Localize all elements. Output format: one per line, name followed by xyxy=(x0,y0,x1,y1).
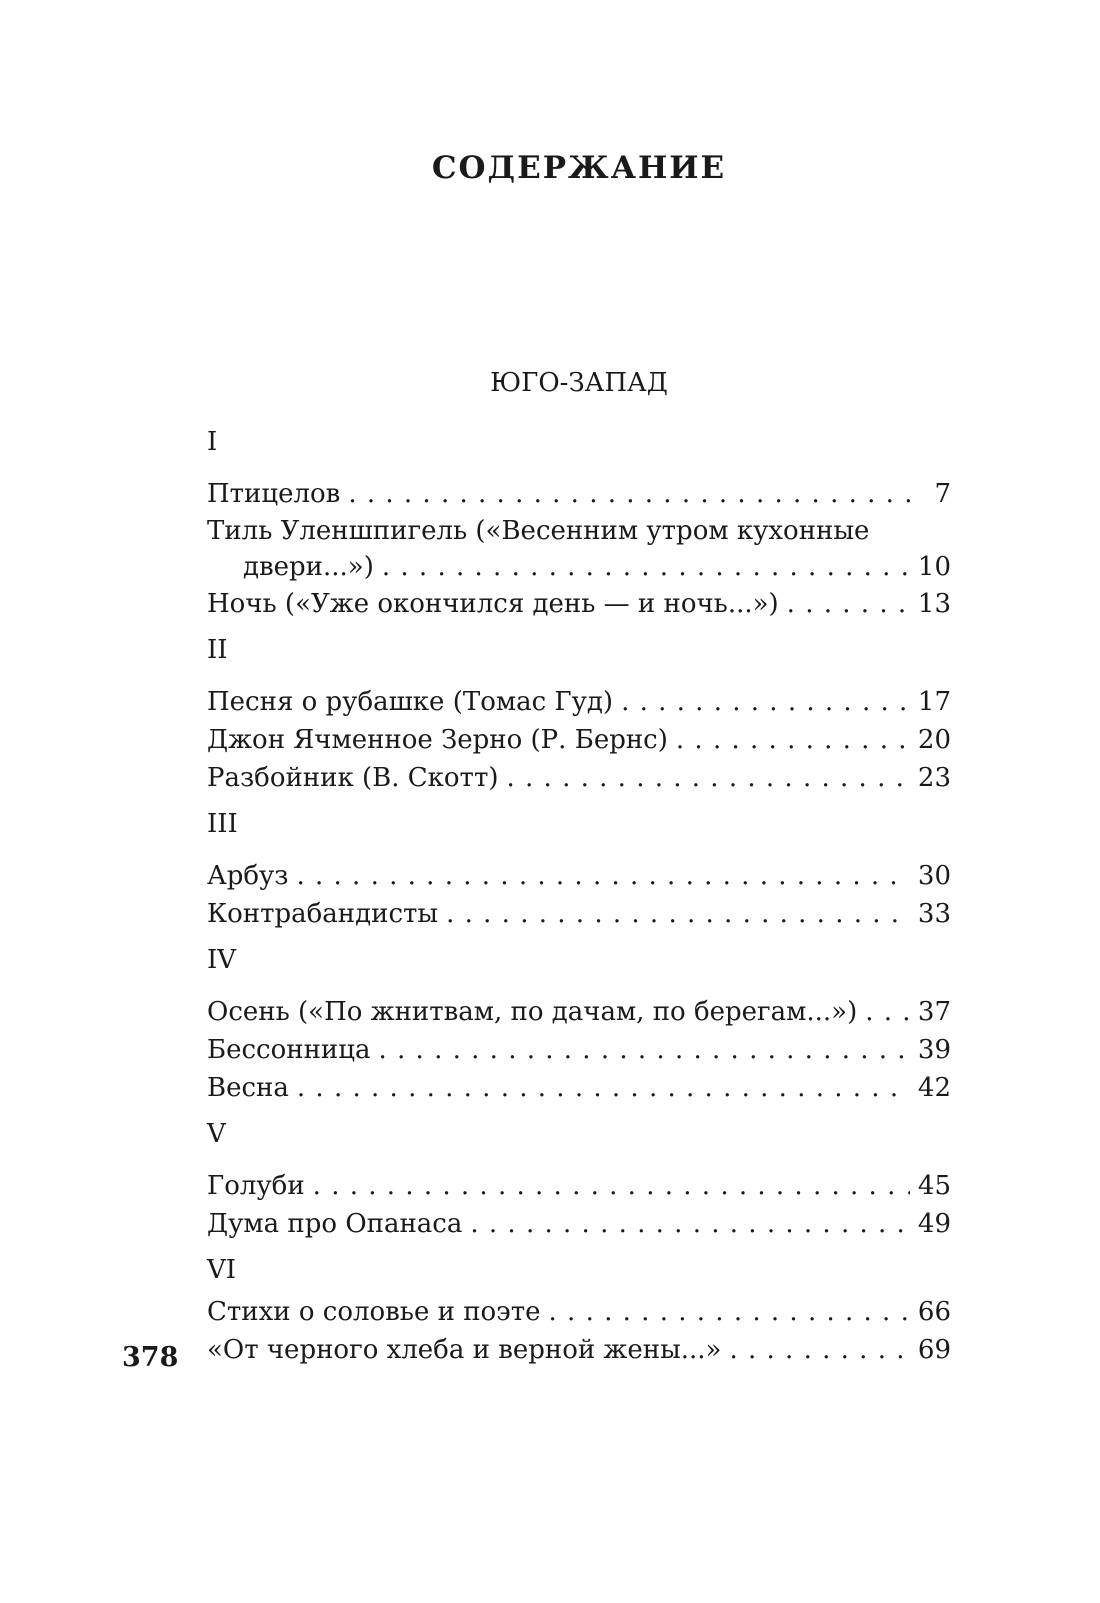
page-number: 66 xyxy=(917,1297,951,1327)
entry-title: Бессонница xyxy=(207,1035,371,1065)
dot-leader xyxy=(729,1331,909,1369)
part-label: I xyxy=(207,427,218,457)
toc-entry[interactable] xyxy=(207,759,951,797)
toc-entry[interactable] xyxy=(207,895,951,933)
dot-leader xyxy=(297,1069,910,1107)
entry-title: Дума про Опанаса xyxy=(207,1209,463,1239)
entry-title: Контрабандисты xyxy=(207,899,439,929)
toc-entry[interactable] xyxy=(207,683,951,721)
section-heading: ЮГО-ЗАПАД xyxy=(490,368,668,398)
dot-leader xyxy=(787,585,910,623)
toc-entry[interactable] xyxy=(207,475,951,513)
page-number: 30 xyxy=(917,861,951,891)
page-number: 69 xyxy=(917,1335,951,1365)
dot-leader xyxy=(676,721,910,759)
entry-title: «От черного хлеба и верной жены...» xyxy=(207,1335,722,1365)
part-label: III xyxy=(207,809,238,839)
dot-leader xyxy=(348,475,913,513)
entry-title: Осень («По жнитвам, по дачам, по берегам...») xyxy=(207,997,858,1027)
toc-entry[interactable] xyxy=(207,857,951,895)
part-label: V xyxy=(207,1119,226,1149)
page-number: 37 xyxy=(917,997,951,1027)
page-number: 7 xyxy=(934,479,951,509)
dot-leader xyxy=(865,993,910,1031)
entry-title: Голуби xyxy=(207,1171,305,1201)
dot-leader xyxy=(621,683,910,721)
toc-entry[interactable] xyxy=(207,1205,951,1243)
page-number: 23 xyxy=(917,763,951,793)
toc-entry[interactable] xyxy=(207,1331,951,1369)
page-number: 45 xyxy=(917,1171,951,1201)
page-number: 20 xyxy=(917,725,951,755)
page-number: 33 xyxy=(917,899,951,929)
part-label: VI xyxy=(207,1255,237,1285)
entry-title: Разбойник (В. Скотт) xyxy=(207,763,499,793)
page-number: 13 xyxy=(917,589,951,619)
page-number: 17 xyxy=(917,687,951,717)
dot-leader xyxy=(378,1031,909,1069)
page-number: 49 xyxy=(917,1209,951,1239)
dot-leader xyxy=(549,1293,910,1331)
dot-leader xyxy=(446,895,910,933)
entry-title: Стихи о соловье и поэте xyxy=(207,1297,541,1327)
entry-title: Арбуз xyxy=(207,861,289,891)
entry-title: Джон Ячменное Зерно (Р. Бернс) xyxy=(207,725,668,755)
page-number: 10 xyxy=(917,552,951,582)
toc-entry[interactable] xyxy=(207,1167,951,1205)
entry-title: Весна xyxy=(207,1073,289,1103)
entry-title: Птицелов xyxy=(207,479,341,509)
toc-entry[interactable] xyxy=(207,1031,951,1069)
dot-leader xyxy=(506,759,909,797)
page-number: 39 xyxy=(917,1035,951,1065)
entry-title: Ночь («Уже окончился день — и ночь...») xyxy=(207,589,779,619)
table-of-contents xyxy=(207,427,951,1369)
dot-leader xyxy=(382,549,910,585)
entry-title: Песня о рубашке (Томас Гуд) xyxy=(207,687,614,717)
toc-entry[interactable] xyxy=(207,1069,951,1107)
folio-page-number: 378 xyxy=(122,1342,179,1373)
toc-entry[interactable] xyxy=(207,513,951,585)
toc-entry[interactable] xyxy=(207,721,951,759)
toc-entry[interactable] xyxy=(207,1293,951,1331)
toc-entry[interactable] xyxy=(207,585,951,623)
dot-leader xyxy=(470,1205,910,1243)
toc-entry[interactable] xyxy=(207,993,951,1031)
dot-leader xyxy=(313,1167,910,1205)
dot-leader xyxy=(296,857,909,895)
page-title: СОДЕРЖАНИЕ xyxy=(431,150,727,186)
entry-title: Тиль Уленшпигель («Весенним утром кухонные xyxy=(207,516,870,546)
part-label: II xyxy=(207,635,228,665)
entry-title-continuation: двери...») xyxy=(243,552,374,582)
page-number: 42 xyxy=(917,1073,951,1103)
part-label: IV xyxy=(207,945,237,975)
